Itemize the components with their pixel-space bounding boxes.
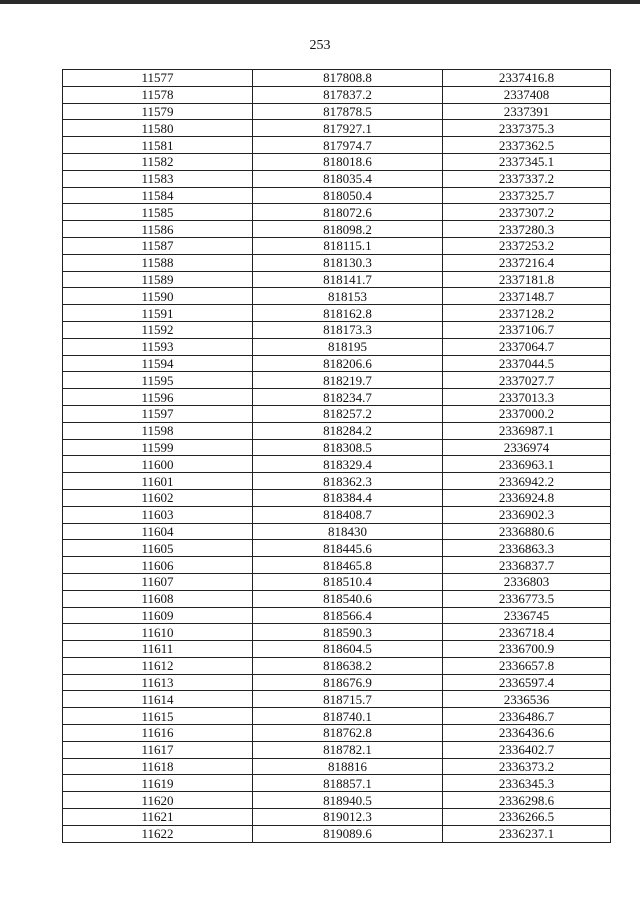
point-number-cell: 11586 bbox=[63, 221, 253, 238]
table-row bbox=[63, 506, 611, 523]
point-number-cell: 11594 bbox=[63, 355, 253, 372]
table-row bbox=[63, 254, 611, 271]
y-coordinate-cell: 2337106.7 bbox=[443, 321, 611, 338]
point-number-cell: 11589 bbox=[63, 271, 253, 288]
table-row bbox=[63, 422, 611, 439]
y-coordinate-cell: 2336298.6 bbox=[443, 792, 611, 809]
x-coordinate-cell: 818018.6 bbox=[253, 153, 443, 170]
y-coordinate-cell: 2336924.8 bbox=[443, 489, 611, 506]
table-row bbox=[63, 473, 611, 490]
point-number-cell: 11614 bbox=[63, 691, 253, 708]
table-row bbox=[63, 187, 611, 204]
x-coordinate-cell: 818257.2 bbox=[253, 405, 443, 422]
point-number-cell: 11619 bbox=[63, 775, 253, 792]
table-row bbox=[63, 70, 611, 87]
x-coordinate-cell: 818206.6 bbox=[253, 355, 443, 372]
x-coordinate-cell: 818740.1 bbox=[253, 708, 443, 725]
point-number-cell: 11597 bbox=[63, 405, 253, 422]
coordinates-table bbox=[62, 69, 611, 843]
table-row bbox=[63, 204, 611, 221]
table-row bbox=[63, 540, 611, 557]
point-number-cell: 11579 bbox=[63, 103, 253, 120]
page-number: 253 bbox=[309, 38, 331, 53]
y-coordinate-cell: 2337013.3 bbox=[443, 389, 611, 406]
y-coordinate-cell: 2337216.4 bbox=[443, 254, 611, 271]
x-coordinate-cell: 818234.7 bbox=[253, 389, 443, 406]
y-coordinate-cell: 2336880.6 bbox=[443, 523, 611, 540]
x-coordinate-cell: 817837.2 bbox=[253, 86, 443, 103]
y-coordinate-cell: 2337000.2 bbox=[443, 405, 611, 422]
x-coordinate-cell: 818676.9 bbox=[253, 674, 443, 691]
table-row bbox=[63, 137, 611, 154]
point-number-cell: 11616 bbox=[63, 725, 253, 742]
y-coordinate-cell: 2336266.5 bbox=[443, 809, 611, 826]
table-row bbox=[63, 372, 611, 389]
table-row bbox=[63, 321, 611, 338]
table-row bbox=[63, 775, 611, 792]
point-number-cell: 11613 bbox=[63, 674, 253, 691]
y-coordinate-cell: 2337345.1 bbox=[443, 153, 611, 170]
point-number-cell: 11588 bbox=[63, 254, 253, 271]
x-coordinate-cell: 818362.3 bbox=[253, 473, 443, 490]
table-row bbox=[63, 557, 611, 574]
x-coordinate-cell: 818284.2 bbox=[253, 422, 443, 439]
point-number-cell: 11592 bbox=[63, 321, 253, 338]
y-coordinate-cell: 2336902.3 bbox=[443, 506, 611, 523]
point-number-cell: 11617 bbox=[63, 741, 253, 758]
y-coordinate-cell: 2337337.2 bbox=[443, 170, 611, 187]
y-coordinate-cell: 2336773.5 bbox=[443, 590, 611, 607]
point-number-cell: 11607 bbox=[63, 573, 253, 590]
y-coordinate-cell: 2336803 bbox=[443, 573, 611, 590]
y-coordinate-cell: 2336718.4 bbox=[443, 624, 611, 641]
table-row bbox=[63, 590, 611, 607]
x-coordinate-cell: 818308.5 bbox=[253, 439, 443, 456]
point-number-cell: 11610 bbox=[63, 624, 253, 641]
x-coordinate-cell: 818141.7 bbox=[253, 271, 443, 288]
table-row bbox=[63, 825, 611, 842]
point-number-cell: 11584 bbox=[63, 187, 253, 204]
point-number-cell: 11593 bbox=[63, 338, 253, 355]
point-number-cell: 11603 bbox=[63, 506, 253, 523]
y-coordinate-cell: 2337325.7 bbox=[443, 187, 611, 204]
y-coordinate-cell: 2337375.3 bbox=[443, 120, 611, 137]
y-coordinate-cell: 2337408 bbox=[443, 86, 611, 103]
point-number-cell: 11601 bbox=[63, 473, 253, 490]
point-number-cell: 11590 bbox=[63, 288, 253, 305]
x-coordinate-cell: 818050.4 bbox=[253, 187, 443, 204]
table-row bbox=[63, 170, 611, 187]
x-coordinate-cell: 817808.8 bbox=[253, 70, 443, 87]
y-coordinate-cell: 2336863.3 bbox=[443, 540, 611, 557]
point-number-cell: 11618 bbox=[63, 758, 253, 775]
table-row bbox=[63, 288, 611, 305]
x-coordinate-cell: 818510.4 bbox=[253, 573, 443, 590]
y-coordinate-cell: 2336597.4 bbox=[443, 674, 611, 691]
x-coordinate-cell: 818816 bbox=[253, 758, 443, 775]
point-number-cell: 11606 bbox=[63, 557, 253, 574]
point-number-cell: 11600 bbox=[63, 456, 253, 473]
table-row bbox=[63, 691, 611, 708]
x-coordinate-cell: 817927.1 bbox=[253, 120, 443, 137]
point-number-cell: 11609 bbox=[63, 607, 253, 624]
y-coordinate-cell: 2336837.7 bbox=[443, 557, 611, 574]
table-row bbox=[63, 271, 611, 288]
table-row bbox=[63, 741, 611, 758]
point-number-cell: 11582 bbox=[63, 153, 253, 170]
x-coordinate-cell: 818540.6 bbox=[253, 590, 443, 607]
table-row bbox=[63, 573, 611, 590]
x-coordinate-cell: 818430 bbox=[253, 523, 443, 540]
y-coordinate-cell: 2336700.9 bbox=[443, 641, 611, 658]
x-coordinate-cell: 818153 bbox=[253, 288, 443, 305]
y-coordinate-cell: 2336987.1 bbox=[443, 422, 611, 439]
point-number-cell: 11602 bbox=[63, 489, 253, 506]
y-coordinate-cell: 2337307.2 bbox=[443, 204, 611, 221]
y-coordinate-cell: 2336657.8 bbox=[443, 657, 611, 674]
point-number-cell: 11615 bbox=[63, 708, 253, 725]
y-coordinate-cell: 2337253.2 bbox=[443, 237, 611, 254]
table-row bbox=[63, 758, 611, 775]
table-row bbox=[63, 439, 611, 456]
table-row bbox=[63, 305, 611, 322]
y-coordinate-cell: 2336963.1 bbox=[443, 456, 611, 473]
point-number-cell: 11587 bbox=[63, 237, 253, 254]
y-coordinate-cell: 2336436.6 bbox=[443, 725, 611, 742]
x-coordinate-cell: 818115.1 bbox=[253, 237, 443, 254]
point-number-cell: 11577 bbox=[63, 70, 253, 87]
point-number-cell: 11585 bbox=[63, 204, 253, 221]
table-row bbox=[63, 523, 611, 540]
y-coordinate-cell: 2337416.8 bbox=[443, 70, 611, 87]
table-row bbox=[63, 221, 611, 238]
x-coordinate-cell: 819012.3 bbox=[253, 809, 443, 826]
table-row bbox=[63, 153, 611, 170]
y-coordinate-cell: 2337362.5 bbox=[443, 137, 611, 154]
y-coordinate-cell: 2336745 bbox=[443, 607, 611, 624]
table-row bbox=[63, 674, 611, 691]
table-row bbox=[63, 120, 611, 137]
y-coordinate-cell: 2337044.5 bbox=[443, 355, 611, 372]
point-number-cell: 11595 bbox=[63, 372, 253, 389]
x-coordinate-cell: 818195 bbox=[253, 338, 443, 355]
point-number-cell: 11580 bbox=[63, 120, 253, 137]
x-coordinate-cell: 818762.8 bbox=[253, 725, 443, 742]
point-number-cell: 11622 bbox=[63, 825, 253, 842]
point-number-cell: 11599 bbox=[63, 439, 253, 456]
point-number-cell: 11611 bbox=[63, 641, 253, 658]
y-coordinate-cell: 2336942.2 bbox=[443, 473, 611, 490]
x-coordinate-cell: 818445.6 bbox=[253, 540, 443, 557]
x-coordinate-cell: 818162.8 bbox=[253, 305, 443, 322]
point-number-cell: 11581 bbox=[63, 137, 253, 154]
y-coordinate-cell: 2336974 bbox=[443, 439, 611, 456]
table-row bbox=[63, 607, 611, 624]
point-number-cell: 11591 bbox=[63, 305, 253, 322]
table-row bbox=[63, 725, 611, 742]
x-coordinate-cell: 818857.1 bbox=[253, 775, 443, 792]
page-top-border bbox=[0, 0, 640, 4]
y-coordinate-cell: 2336373.2 bbox=[443, 758, 611, 775]
y-coordinate-cell: 2336345.3 bbox=[443, 775, 611, 792]
table-row bbox=[63, 456, 611, 473]
point-number-cell: 11596 bbox=[63, 389, 253, 406]
point-number-cell: 11612 bbox=[63, 657, 253, 674]
table-row bbox=[63, 405, 611, 422]
x-coordinate-cell: 818072.6 bbox=[253, 204, 443, 221]
table-row bbox=[63, 708, 611, 725]
y-coordinate-cell: 2337391 bbox=[443, 103, 611, 120]
x-coordinate-cell: 818465.8 bbox=[253, 557, 443, 574]
y-coordinate-cell: 2337064.7 bbox=[443, 338, 611, 355]
y-coordinate-cell: 2337128.2 bbox=[443, 305, 611, 322]
x-coordinate-cell: 818173.3 bbox=[253, 321, 443, 338]
point-number-cell: 11605 bbox=[63, 540, 253, 557]
y-coordinate-cell: 2336402.7 bbox=[443, 741, 611, 758]
x-coordinate-cell: 818035.4 bbox=[253, 170, 443, 187]
y-coordinate-cell: 2337181.8 bbox=[443, 271, 611, 288]
point-number-cell: 11620 bbox=[63, 792, 253, 809]
x-coordinate-cell: 818130.3 bbox=[253, 254, 443, 271]
point-number-cell: 11578 bbox=[63, 86, 253, 103]
point-number-cell: 11583 bbox=[63, 170, 253, 187]
x-coordinate-cell: 818638.2 bbox=[253, 657, 443, 674]
x-coordinate-cell: 818604.5 bbox=[253, 641, 443, 658]
y-coordinate-cell: 2337280.3 bbox=[443, 221, 611, 238]
point-number-cell: 11598 bbox=[63, 422, 253, 439]
y-coordinate-cell: 2336237.1 bbox=[443, 825, 611, 842]
y-coordinate-cell: 2337148.7 bbox=[443, 288, 611, 305]
table-row bbox=[63, 355, 611, 372]
x-coordinate-cell: 818566.4 bbox=[253, 607, 443, 624]
table-row bbox=[63, 103, 611, 120]
point-number-cell: 11604 bbox=[63, 523, 253, 540]
table-row bbox=[63, 809, 611, 826]
y-coordinate-cell: 2337027.7 bbox=[443, 372, 611, 389]
table-row bbox=[63, 641, 611, 658]
x-coordinate-cell: 818098.2 bbox=[253, 221, 443, 238]
table-row bbox=[63, 792, 611, 809]
x-coordinate-cell: 818408.7 bbox=[253, 506, 443, 523]
x-coordinate-cell: 818940.5 bbox=[253, 792, 443, 809]
y-coordinate-cell: 2336486.7 bbox=[443, 708, 611, 725]
x-coordinate-cell: 818329.4 bbox=[253, 456, 443, 473]
x-coordinate-cell: 818715.7 bbox=[253, 691, 443, 708]
x-coordinate-cell: 818384.4 bbox=[253, 489, 443, 506]
table-row bbox=[63, 237, 611, 254]
coordinates-table-body bbox=[63, 70, 611, 843]
y-coordinate-cell: 2336536 bbox=[443, 691, 611, 708]
x-coordinate-cell: 818219.7 bbox=[253, 372, 443, 389]
x-coordinate-cell: 818590.3 bbox=[253, 624, 443, 641]
table-row bbox=[63, 389, 611, 406]
table-row bbox=[63, 338, 611, 355]
x-coordinate-cell: 817974.7 bbox=[253, 137, 443, 154]
table-row bbox=[63, 624, 611, 641]
point-number-cell: 11621 bbox=[63, 809, 253, 826]
point-number-cell: 11608 bbox=[63, 590, 253, 607]
x-coordinate-cell: 818782.1 bbox=[253, 741, 443, 758]
x-coordinate-cell: 817878.5 bbox=[253, 103, 443, 120]
table-row bbox=[63, 657, 611, 674]
x-coordinate-cell: 819089.6 bbox=[253, 825, 443, 842]
table-row bbox=[63, 489, 611, 506]
table-row bbox=[63, 86, 611, 103]
